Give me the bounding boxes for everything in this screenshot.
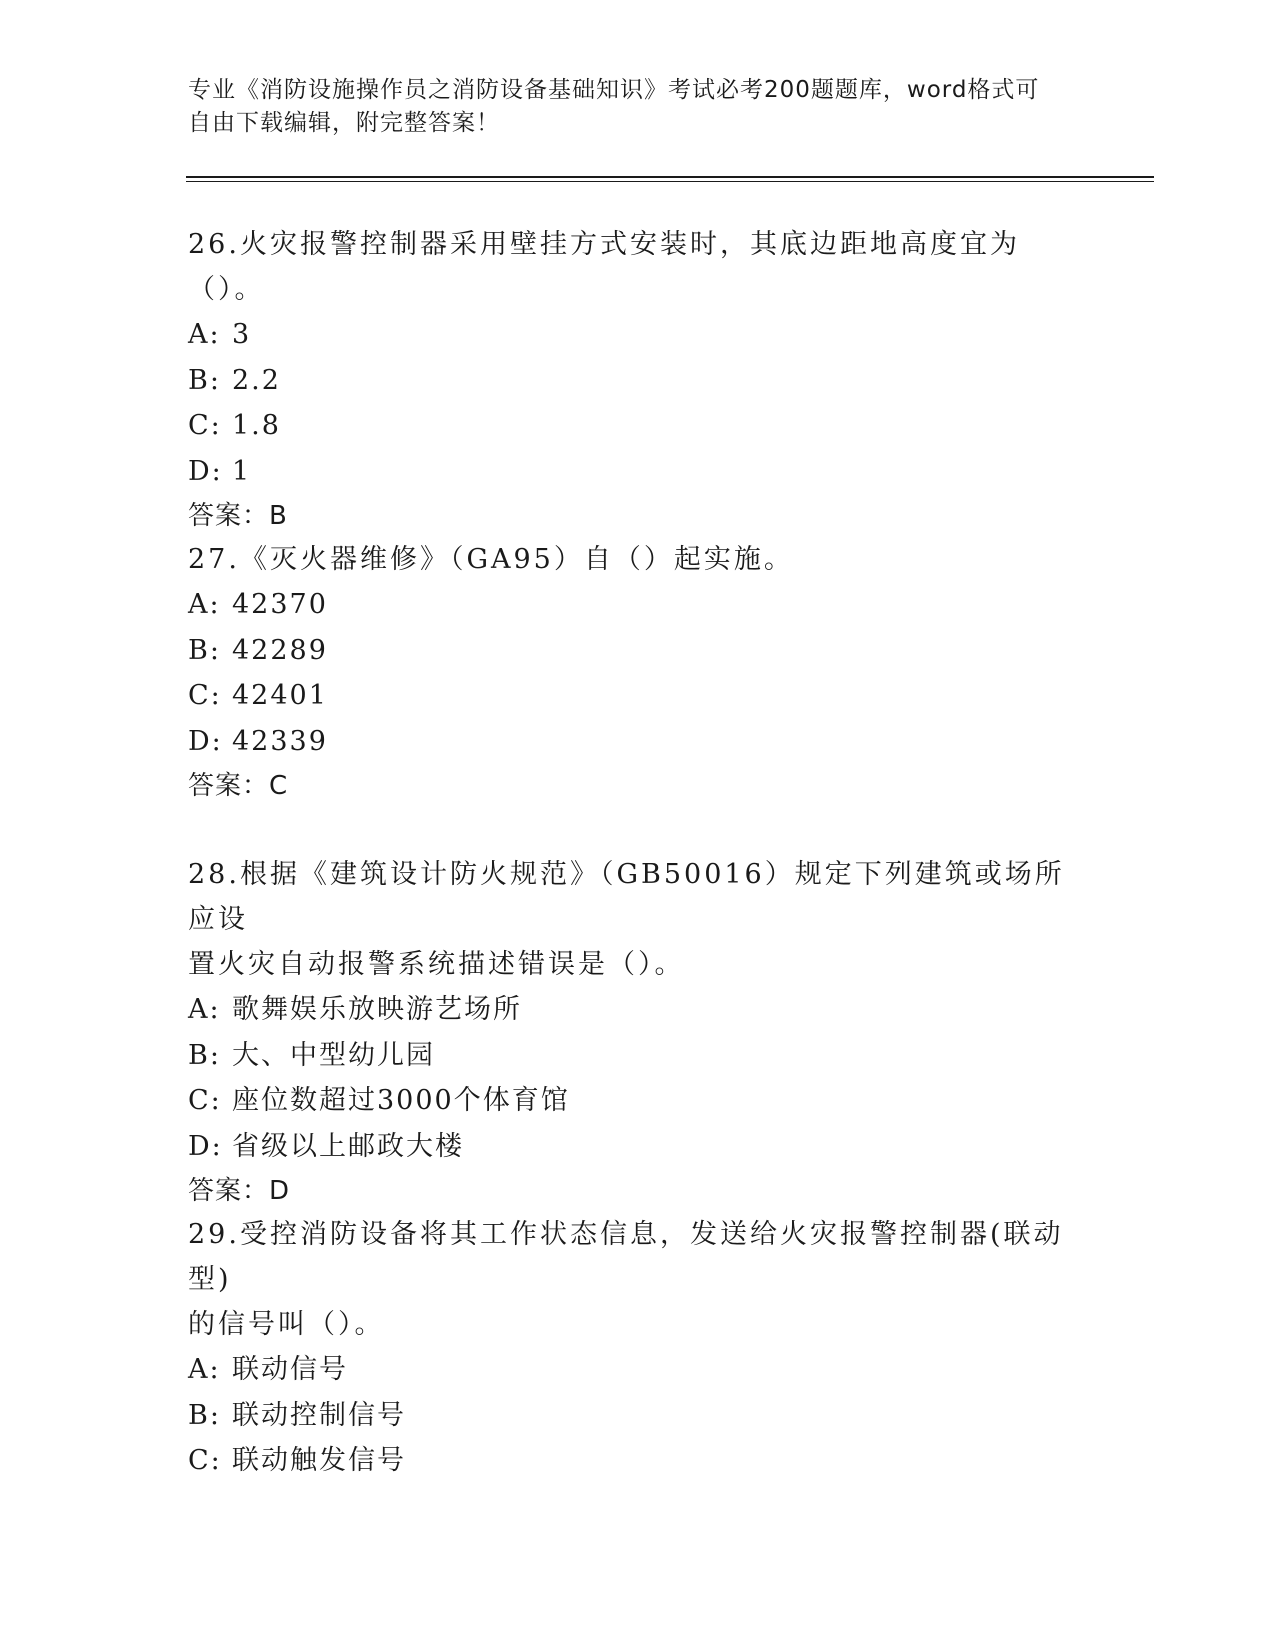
question-29 [188,1212,1088,1484]
option-a [188,987,1088,1033]
option-value: 1 [232,455,252,487]
option-label: A: [188,1354,221,1385]
option-c [188,673,1088,719]
option-value: 1.8 [232,410,281,441]
option-label: C: [188,410,222,441]
option-a [188,312,1088,358]
option-value: 42370 [232,589,328,620]
option-value: 联动触发信号 [232,1445,406,1476]
option-d [188,449,1088,495]
question-text-line-1: 29.受控消防设备将其工作状态信息，发送给火灾报警控制器(联动型) [188,1219,1064,1295]
option-value: 42339 [232,725,328,757]
question-text-line-2: 置火灾自动报警系统描述错误是（）。 [188,949,685,980]
option-label: A: [188,589,221,620]
answer: 答案：B [188,501,288,531]
option-value: 2.2 [232,364,281,396]
header-line-1: 专业《消防设施操作员之消防设备基础知识》考试必考200题题库，word格式可 [188,77,1040,103]
question-text-line-1: 28.根据《建筑设计防火规范》（GB50016）规定下列建筑或场所应设 [188,859,1065,935]
option-value: 歌舞娱乐放映游艺场所 [232,994,522,1025]
option-label: D: [188,1130,223,1162]
option-b [188,628,1088,674]
option-value: 42289 [232,634,328,666]
document-header [188,74,1088,140]
option-label: A: [188,994,221,1025]
question-28 [188,852,1088,1214]
question-27 [188,537,1088,809]
answer: 答案：C [188,771,289,801]
option-label: D: [188,725,223,757]
option-b [188,1033,1088,1079]
question-text: 27.《灭火器维修》（GA95）自（）起实施。 [188,544,794,575]
option-value: 联动控制信号 [232,1399,406,1431]
option-label: D: [188,455,223,487]
option-value: 省级以上邮政大楼 [232,1130,464,1162]
option-label: A: [188,319,221,350]
option-d [188,719,1088,765]
header-divider-thick [186,176,1154,178]
option-value: 座位数超过3000个体育馆 [232,1085,570,1116]
option-label: B: [188,634,221,666]
option-label: C: [188,680,222,711]
header-line-2: 自由下载编辑，附完整答案！ [188,110,500,136]
option-value: 大、中型幼儿园 [232,1039,435,1071]
answer: 答案：D [188,1176,291,1206]
option-value: 联动信号 [232,1354,348,1385]
option-b [188,1393,1088,1439]
option-label: C: [188,1085,222,1116]
option-c [188,1438,1088,1484]
question-text: 26.火灾报警控制器采用壁挂方式安装时，其底边距地高度宜为（）。 [188,229,1020,305]
option-c [188,1078,1088,1124]
option-label: B: [188,1399,221,1431]
option-label: B: [188,364,221,396]
option-b [188,358,1088,404]
option-value: 3 [232,319,252,350]
option-label: B: [188,1039,221,1071]
question-text-line-2: 的信号叫（）。 [188,1309,385,1340]
option-a [188,582,1088,628]
question-26 [188,222,1088,539]
option-a [188,1347,1088,1393]
option-c [188,403,1088,449]
option-value: 42401 [232,680,328,711]
option-d [188,1124,1088,1170]
option-label: C: [188,1445,222,1476]
header-divider-thin [186,181,1154,182]
